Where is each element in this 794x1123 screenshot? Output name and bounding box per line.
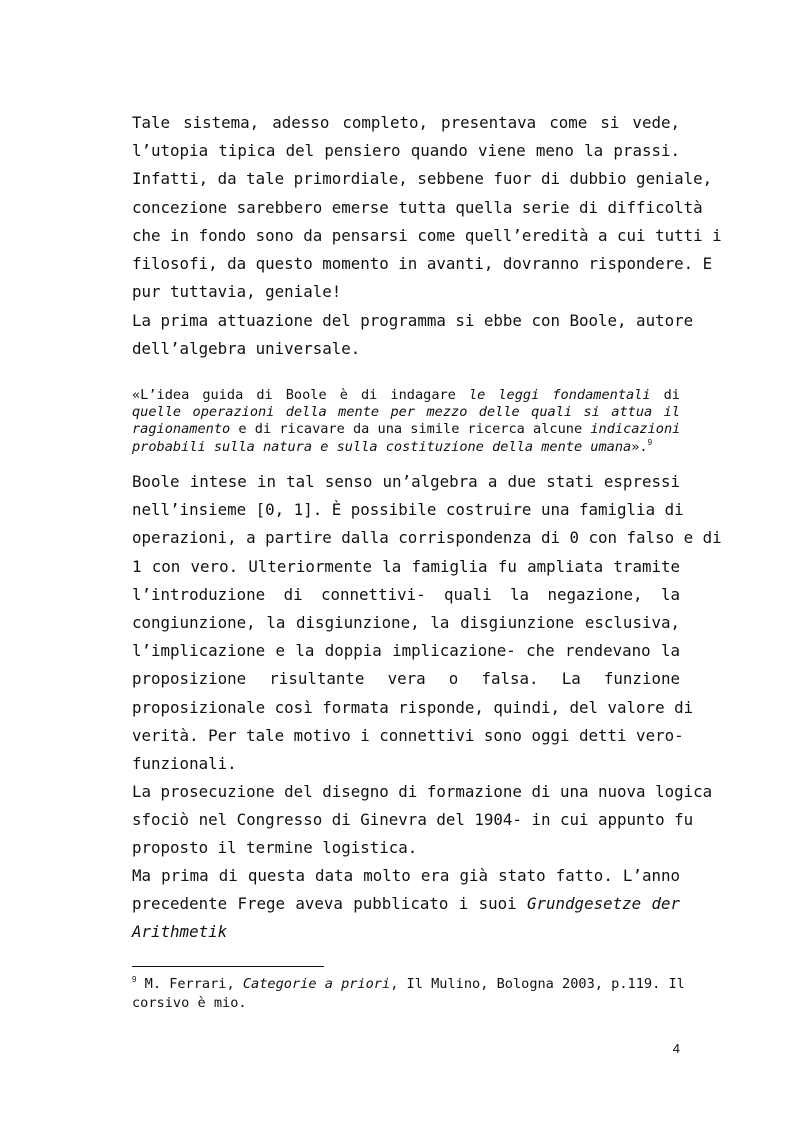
page-number: 4 [672,1041,680,1056]
paragraph-4 [132,778,713,863]
footnote [132,975,685,1013]
text-line: Ma prima di questa data molto era già stato fatto. L’anno [132,866,680,885]
text-line: proposto il termine logistica. [132,838,418,858]
text-line [132,918,680,946]
quote-line: ragionamento e di ricavare da una simile ricerca alcune indicazioni [132,421,681,438]
book-title: Grundgesetze der [527,894,681,914]
text-line: proposizionale così formata risponde, quindi, del valore di [132,697,694,717]
text-line: Boole intese in tal senso un’algebra a due stati espressi [132,472,680,491]
footnote-separator [132,966,324,967]
text-line: che in fondo sono da pensarsi come quell’eredità a cui tutti i [132,225,722,245]
text-line: La prima attuazione del programma si ebbe con Boole, autore [132,311,694,330]
text-line: l’utopia tipica del pensiero quando viene meno la prassi. [132,141,680,161]
text-line: Infatti, da tale primordiale, sebbene fuor di dubbio geniale, [132,169,713,189]
footnote-line: corsivo è mio. [132,995,247,1011]
footnote-title: Categorie a priori [242,976,391,992]
text-line: dell’algebra universale. [132,339,361,359]
text-line: l’introduzione di connettivi- quali la negazione, la [132,584,680,604]
text-line: congiunzione, la disgiunzione, la disgiunzione esclusiva, [132,613,680,633]
text-line: funzionali. [132,754,237,774]
book-title: Arithmetik [132,922,228,942]
paragraph-1 [132,109,722,306]
quote-line: quelle operazioni della mente per mezzo delle quali si attua il [132,404,680,421]
text-line: proposizione risultante vera o falsa. La funzione [132,669,680,689]
text-line: pur tuttavia, geniale! [132,282,342,302]
text-line: 1 con vero. Ulteriormente la famiglia fu ampliata tramite [132,556,680,576]
text-line: concezione sarebbero emerse tutta quella serie di difficoltà [132,197,703,217]
paragraph-5 [132,862,680,947]
text-line: sfociò nel Congresso di Ginevra del 1904- in cui appunto fu [132,810,694,830]
text-line: Tale sistema, adesso completo, presentava come si vede, [132,113,680,132]
text-line: l’implicazione e la doppia implicazione- che rendevano la [132,641,680,661]
paragraph-2 [132,307,694,363]
footnote-number: 9 [132,975,137,984]
quote-line: probabili sulla natura e sulla costituzione della mente umana».$^9$ [132,437,653,455]
text-line: La prosecuzione del disegno di formazione di una nuova logica [132,782,713,801]
quote-line: «L’idea guida di Boole è di indagare le leggi fondamentali di [132,387,680,403]
footnote-ref: 9 [647,437,653,447]
footnote-line: $^9$ M. Ferrari, Categorie a priori, Il Mulino, Bologna 2003, p.119. Il [132,975,685,992]
text-line: verità. Per tale motivo i connettivi sono oggi detti vero- [132,725,684,745]
block-quote [132,387,680,456]
paragraph-3 [132,468,722,778]
text-line: filosofi, da questo momento in avanti, dovranno rispondere. E [132,254,713,274]
text-line: operazioni, a partire dalla corrispondenza di 0 con falso e di [132,528,722,548]
text-line: nell’insieme [0, 1]. È possibile costruire una famiglia di [132,500,684,520]
text-line: precedente Frege aveva pubblicato i suoi Grundgesetze der [132,894,681,914]
